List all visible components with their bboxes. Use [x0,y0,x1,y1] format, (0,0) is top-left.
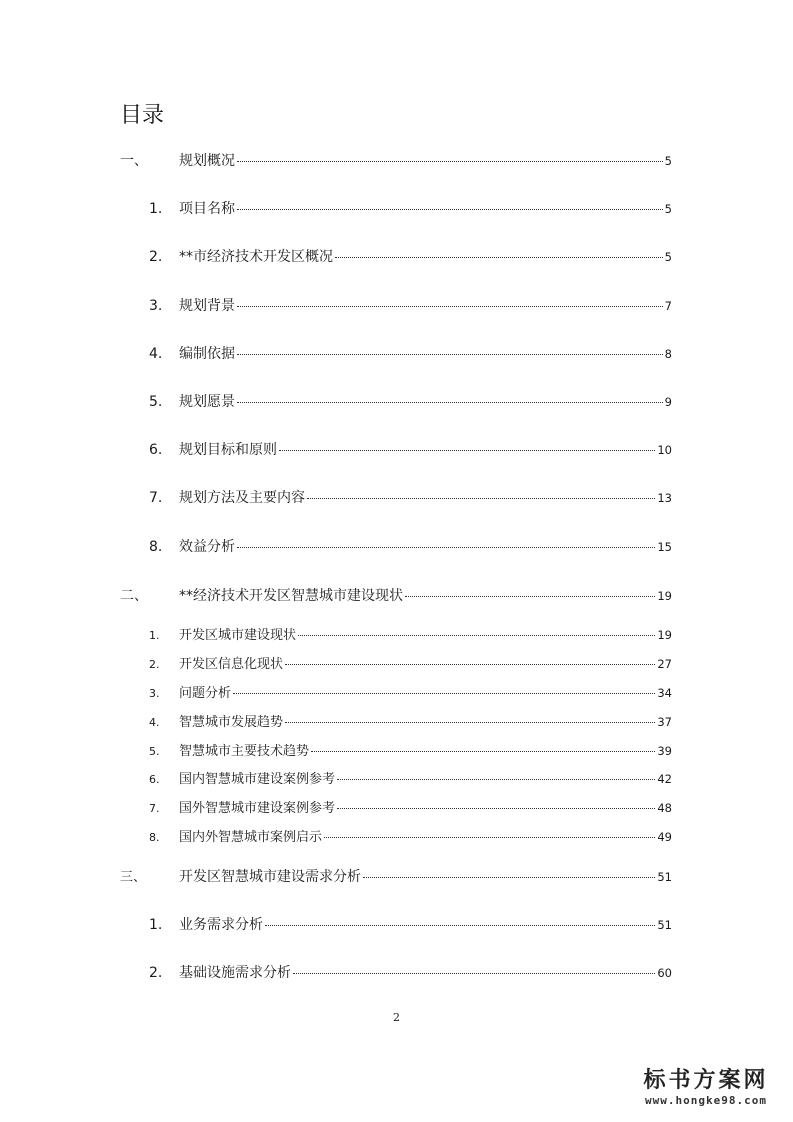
toc-leader-dots [307,498,655,499]
toc-leader-dots [237,402,663,403]
toc-entry[interactable] [120,624,672,643]
toc-entry[interactable] [120,439,672,459]
toc-entry-title: 规划目标和原则 [179,442,277,458]
toc-entry-page: 49 [657,830,672,844]
toc-entry-page: 37 [657,715,672,729]
toc-entry-page: 7 [664,299,672,313]
toc-entry-page: 5 [664,154,672,168]
toc-entry-page: 39 [657,744,672,758]
toc-leader-dots [233,693,655,694]
toc-leader-dots [285,722,655,723]
toc-entry-page: 42 [657,772,672,786]
toc-title: 目录 [120,103,165,128]
toc-entry-page: 15 [657,540,672,554]
toc-entry-page: 5 [664,250,672,264]
toc-entry[interactable] [120,826,672,845]
toc-leader-dots [293,973,655,974]
toc-entry[interactable] [120,536,672,556]
toc-entry-number: 4. [149,346,163,362]
toc-entry-number: 5. [149,745,160,758]
toc-entry-page: 10 [657,443,672,457]
toc-entry[interactable] [120,150,672,170]
toc-entry-page: 34 [657,686,672,700]
toc-entry[interactable] [120,962,672,982]
toc-entry-number: 三、 [120,870,147,885]
toc-entry-number: 二、 [120,588,148,604]
toc-leader-dots [337,779,655,780]
toc-leader-dots [237,209,663,210]
toc-entry-title: **市经济技术开发区概况 [179,249,333,265]
toc-leader-dots [363,877,655,878]
toc-entry[interactable] [120,797,672,816]
toc-entry[interactable] [120,391,672,411]
toc-entry-title: 问题分析 [179,686,232,701]
toc-leader-dots [405,596,655,597]
watermark-url: www.hongke98.com [645,1094,767,1107]
toc-entry-page: 51 [657,918,672,932]
page-number: 2 [393,1011,400,1024]
toc-leader-dots [237,354,663,355]
toc-entry-page: 8 [664,347,672,361]
toc-leader-dots [265,925,655,926]
toc-entry[interactable] [120,740,672,759]
toc-entry-number: 1. [149,201,163,217]
toc-entry-number: 7. [149,490,163,506]
toc-entry-number: 2. [149,249,163,265]
toc-entry-page: 48 [657,801,672,815]
toc-entry-number: 5. [149,394,163,410]
toc-entry-page: 13 [657,491,672,505]
toc-entry-number: 3. [149,298,163,314]
watermark-logo [631,1066,781,1108]
toc-entry[interactable] [120,487,672,507]
toc-entry-title: **经济技术开发区智慧城市建设现状 [179,588,403,604]
toc-leader-dots [337,808,655,809]
toc-entry-title: 开发区信息化现状 [179,657,284,672]
toc-entry[interactable] [120,768,672,787]
toc-leader-dots [324,837,655,838]
toc-entry-title: 业务需求分析 [179,917,263,933]
toc-entry-title: 规划概况 [179,153,235,169]
toc-entry-page: 27 [657,657,672,671]
toc-entry-page: 5 [664,202,672,216]
toc-entry-number: 2. [149,658,160,671]
toc-entry-number: 7. [149,802,160,815]
toc-entry-title: 规划背景 [179,298,235,314]
toc-entry-number: 3. [149,687,160,700]
toc-leader-dots [335,257,663,258]
toc-entry-page: 9 [664,395,672,409]
toc-entry-title: 编制依据 [179,346,235,362]
toc-entry-title: 基础设施需求分析 [179,965,291,981]
toc-entry-page: 51 [657,870,672,884]
toc-entry-title: 项目名称 [179,201,235,217]
toc-entry-number: 4. [149,716,160,729]
toc-entry[interactable] [120,246,672,266]
toc-entry-title: 规划方法及主要内容 [179,490,305,506]
watermark-title: 标书方案网 [643,1067,769,1093]
toc-entry[interactable] [120,682,672,701]
toc-entry-page: 19 [657,589,672,603]
toc-entry[interactable] [120,295,672,315]
toc-entry-title: 效益分析 [179,539,235,555]
toc-entry[interactable] [120,711,672,730]
toc-entry[interactable] [120,198,672,218]
toc-entry-title: 规划愿景 [179,394,235,410]
toc-entry-number: 1. [149,629,160,642]
toc-leader-dots [285,664,655,665]
toc-entry-number: 一、 [120,153,148,169]
toc-leader-dots [237,547,655,548]
toc-entry-number: 1. [149,917,163,933]
toc-entry-title: 国内外智慧城市案例启示 [179,830,323,845]
toc-entry-page: 19 [657,628,672,642]
toc-entry[interactable] [120,866,672,886]
toc-entry-title: 开发区智慧城市建设需求分析 [179,869,361,885]
toc-entry-number: 8. [149,539,163,555]
toc-entry-title: 智慧城市发展趋势 [179,715,284,730]
toc-entry[interactable] [120,585,672,605]
toc-entry-title: 开发区城市建设现状 [179,628,297,643]
toc-leader-dots [237,161,663,162]
toc-leader-dots [237,306,663,307]
toc-entry-title: 国外智慧城市建设案例参考 [179,801,336,816]
toc-entry-number: 6. [149,442,163,458]
toc-entry-number: 2. [149,965,163,981]
toc-entry-title: 智慧城市主要技术趋势 [179,744,310,759]
toc-leader-dots [311,751,655,752]
toc-leader-dots [298,635,655,636]
toc-entry[interactable] [120,653,672,672]
toc-entry-title: 国内智慧城市建设案例参考 [179,772,336,787]
toc-entry-page: 60 [657,966,672,980]
toc-entry[interactable] [120,343,672,363]
toc-entry-number: 6. [149,773,160,786]
toc-entry-number: 8. [149,831,160,844]
toc-entry[interactable] [120,914,672,934]
toc-leader-dots [279,450,655,451]
